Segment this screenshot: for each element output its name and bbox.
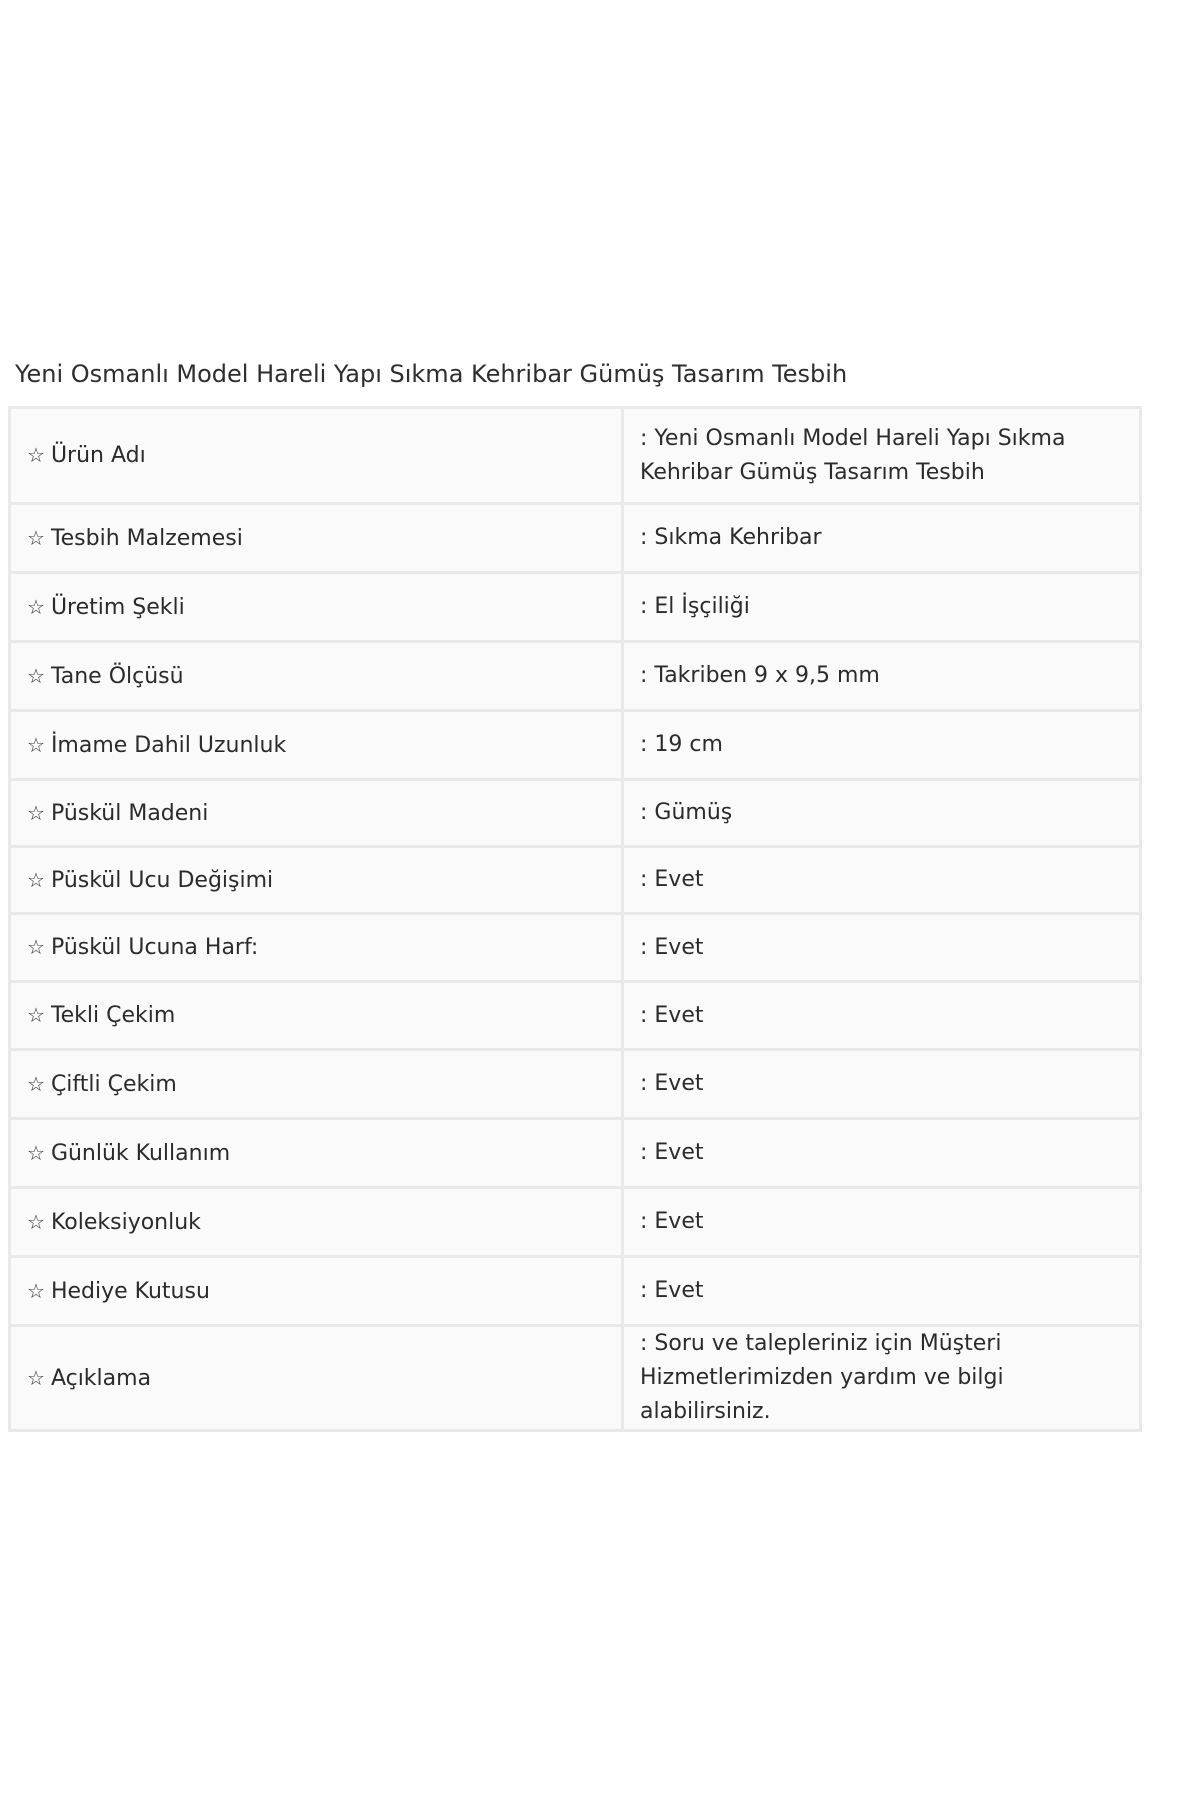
table-row <box>10 408 1141 504</box>
spec-value-cell <box>623 914 1141 982</box>
star-icon: ☆ <box>27 1365 45 1390</box>
star-icon: ☆ <box>27 1140 45 1165</box>
spec-label: Tane Ölçüsü <box>50 663 184 689</box>
spec-value-cell <box>623 982 1141 1050</box>
spec-value: : Evet <box>640 1140 704 1165</box>
table-row <box>10 504 1141 573</box>
table-row <box>10 711 1141 780</box>
star-icon: ☆ <box>27 525 45 550</box>
spec-label: Çiftli Çekim <box>50 1071 177 1097</box>
spec-label: Hediye Kutusu <box>50 1278 210 1304</box>
spec-label-cell <box>10 1326 623 1431</box>
table-row <box>10 1050 1141 1119</box>
spec-label-cell <box>10 1257 623 1326</box>
spec-value: : 19 cm <box>640 732 723 757</box>
star-icon: ☆ <box>27 1003 45 1027</box>
spec-value: : Sıkma Kehribar <box>640 525 822 550</box>
spec-value-cell <box>623 504 1141 573</box>
spec-label-cell <box>10 847 623 914</box>
spec-label-cell <box>10 914 623 982</box>
spec-value: : Takriben 9 x 9,5 mm <box>640 663 880 688</box>
product-spec-table <box>8 406 1142 1432</box>
star-icon: ☆ <box>27 594 45 619</box>
spec-label: Püskül Ucu Değişimi <box>50 867 274 893</box>
spec-value-cell <box>623 1188 1141 1257</box>
star-icon: ☆ <box>27 1209 45 1234</box>
spec-value: : Evet <box>640 1209 704 1234</box>
table-row <box>10 847 1141 914</box>
spec-value-cell <box>623 1119 1141 1188</box>
spec-label-cell <box>10 408 623 504</box>
spec-value-cell <box>623 1050 1141 1119</box>
spec-label-cell <box>10 1119 623 1188</box>
spec-label-cell <box>10 504 623 573</box>
table-row <box>10 914 1141 982</box>
spec-value: : Evet <box>640 1278 704 1303</box>
spec-label-cell <box>10 1050 623 1119</box>
spec-value-cell <box>623 1326 1141 1431</box>
spec-value: : Evet <box>640 867 704 892</box>
star-icon: ☆ <box>27 800 45 825</box>
table-row <box>10 1326 1141 1431</box>
spec-value: : Soru ve talepleriniz için Müşteri Hizmetlerimizden yardım ve bilgi alabilirsiniz. <box>640 1331 1004 1424</box>
spec-label: İmame Dahil Uzunluk <box>50 732 287 758</box>
table-row <box>10 1257 1141 1326</box>
spec-value-cell <box>623 1257 1141 1326</box>
spec-value-cell <box>623 642 1141 711</box>
spec-value-cell <box>623 573 1141 642</box>
table-row <box>10 573 1141 642</box>
spec-label-cell <box>10 711 623 780</box>
spec-value: : Evet <box>640 1002 704 1028</box>
star-icon: ☆ <box>27 1278 45 1303</box>
spec-value: : Evet <box>640 934 704 960</box>
spec-value-cell <box>623 711 1141 780</box>
spec-label: Günlük Kullanım <box>50 1140 231 1166</box>
star-icon: ☆ <box>27 935 45 959</box>
spec-label: Üretim Şekli <box>50 594 185 620</box>
spec-value: : Evet <box>640 1071 704 1096</box>
spec-value: : Yeni Osmanlı Model Hareli Yapı Sıkma Kehribar Gümüş Tasarım Tesbih <box>640 425 1066 485</box>
spec-value-cell <box>623 780 1141 847</box>
spec-value-cell <box>623 847 1141 914</box>
spec-label-cell <box>10 780 623 847</box>
star-icon: ☆ <box>27 732 45 757</box>
spec-value-cell <box>623 408 1141 504</box>
star-icon: ☆ <box>27 1071 45 1096</box>
table-row <box>10 1119 1141 1188</box>
page-title: Yeni Osmanlı Model Hareli Yapı Sıkma Kehribar Gümüş Tasarım Tesbih <box>15 360 848 388</box>
spec-label-cell <box>10 982 623 1050</box>
spec-label: Koleksiyonluk <box>50 1209 201 1235</box>
spec-label: Püskül Madeni <box>50 800 209 826</box>
spec-label: Püskül Ucuna Harf: <box>50 935 259 960</box>
spec-label: Ürün Adı <box>50 443 146 468</box>
spec-value: : El İşçiliği <box>640 594 750 619</box>
star-icon: ☆ <box>27 663 45 688</box>
star-icon: ☆ <box>27 867 45 892</box>
spec-label-cell <box>10 642 623 711</box>
table-row <box>10 780 1141 847</box>
table-row <box>10 1188 1141 1257</box>
spec-label: Tesbih Malzemesi <box>50 525 243 551</box>
table-row <box>10 642 1141 711</box>
spec-label: Tekli Çekim <box>50 1003 176 1028</box>
spec-label-cell <box>10 1188 623 1257</box>
table-row <box>10 982 1141 1050</box>
star-icon: ☆ <box>27 443 45 467</box>
spec-label-cell <box>10 573 623 642</box>
spec-label: Açıklama <box>50 1365 152 1391</box>
spec-value: : Gümüş <box>640 800 733 825</box>
